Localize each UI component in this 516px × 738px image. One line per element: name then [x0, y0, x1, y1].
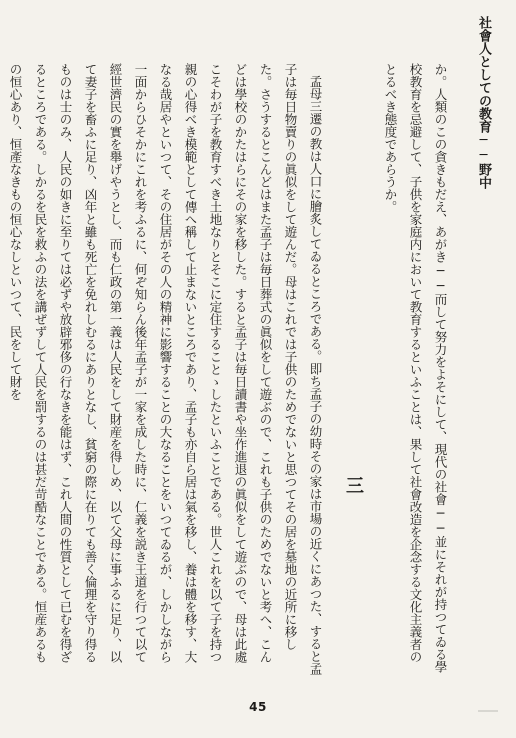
paragraph-2: 孟母三遷の教は人口に膾炙してゐるところである。即ち孟子の幼時その家は市場の近くにあつた、すると孟子は毎日物賣りの眞似をして遊んだ。母はこれでは子供のためでないと思つてその居を墓地の近所に移した。さうするとこんどはまた孟子は毎日葬式の眞似をして遊ぶので、これも子供のためでないと考へ、こんどは學校のかたはらにその家を移した。すると孟子は毎日讀書や坐作進退の眞似をして遊ぶので、母は此處こそわが子を教育すべき土地なりとそこに定住することゝしたといふことである。世人これを以て子を持つ親の心得べき模範として傳へ稱して止まないところであり、孟子も亦自ら居は氣を移し、養は體を移す、大なる哉居やといつて、その住居がその人の精神に影響することの大なることをいつてゐるが、しかしながら一面からひそかにこれを考ふるに、何ぞ知らん後年孟子が一家を成した時に、仁義を説き王道を行つて以て經世濟民の實を舉げやうとし、而も仁政の第一義は人民をして財産を得しめ、以て父母に事ふるに足り、以て妻子を畜ふに足り、凶年と雖も死亡を免れしむるにありとなし、貧窮の際に在りても善く倫理を守り得るものは士のみ、人民の如きに至りては必ずや放辟邪侈の行なきを能はず、これ人間の性質として已むを得ざるところである。しかるを民を救ふの法を講ぜずして人民を罰するのは甚だ苛酷なことである。恒産あるもの恒心あり、恒產なきもの恒心なしといつて、民をして財を — [8, 63, 323, 675]
scan-mark — [478, 710, 498, 712]
section-number — [342, 63, 364, 675]
section-number-text: 三 — [343, 476, 364, 494]
running-title: 社會人としての教育──野中 — [476, 16, 491, 189]
page-number: 45 — [249, 700, 267, 714]
body-text — [3, 63, 453, 675]
paragraph-1: か。人類のこの貪きもだえ、あがき──而して努力をよそにして、現代の社會──並にそれが持つてゐる學校教育を忌避して、子供を家庭内において教育するといふことは、果して社會改造を企念する文化主義者のとるべき態度であらうか。 — [383, 63, 448, 673]
